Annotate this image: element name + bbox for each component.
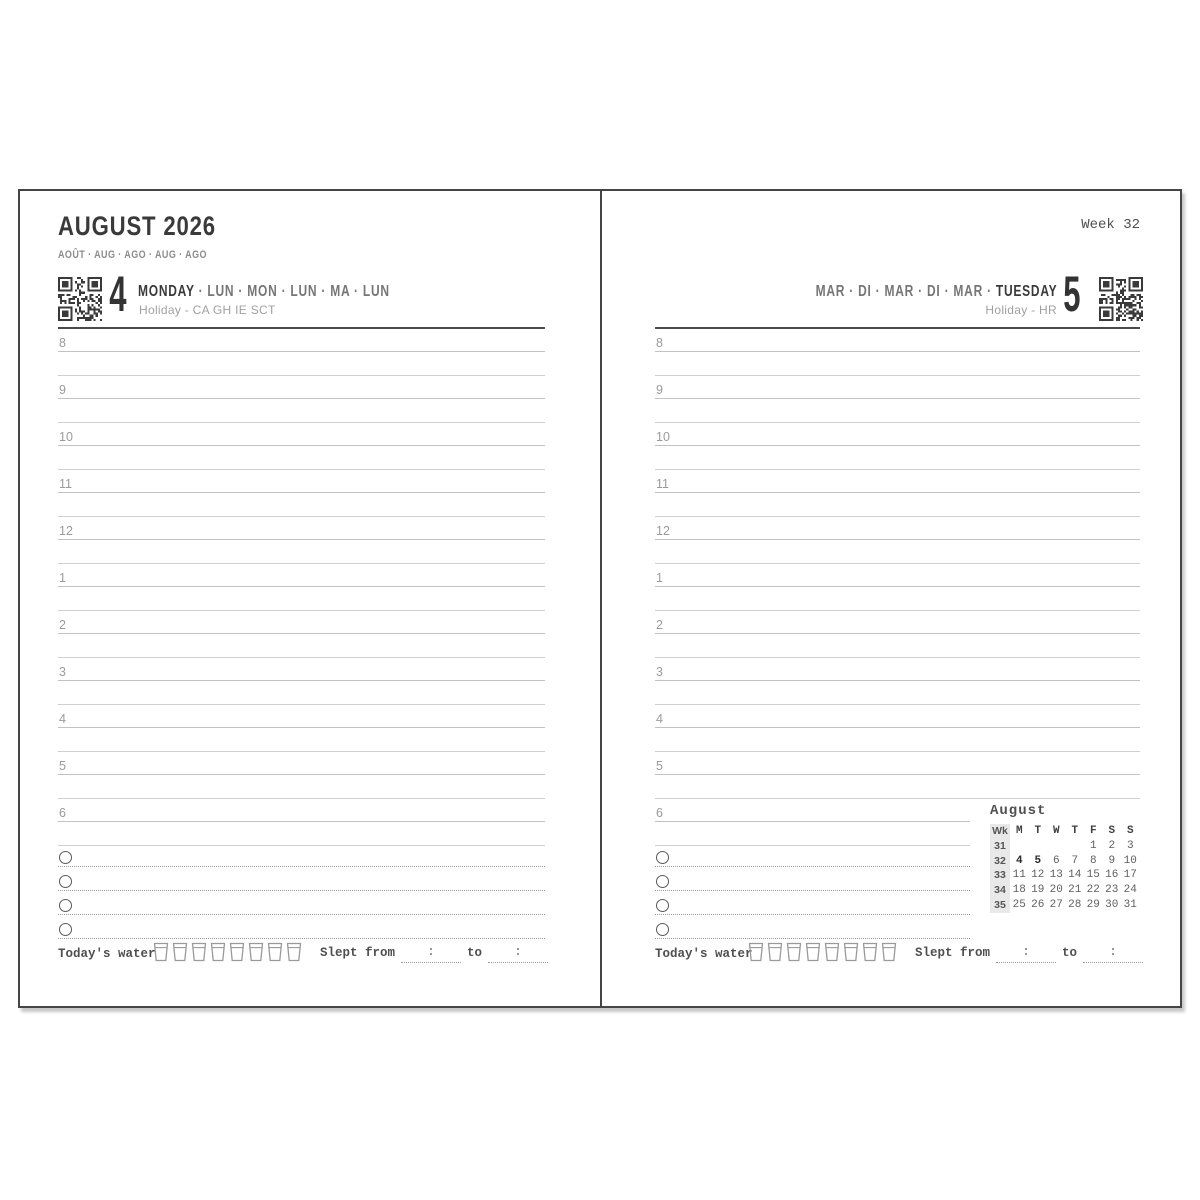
cal-day: 17 xyxy=(1123,869,1137,882)
hour-row xyxy=(655,525,1140,572)
cal-day-header: W xyxy=(1052,825,1060,837)
cal-day: 8 xyxy=(1089,854,1097,867)
hour-line xyxy=(58,384,545,399)
slept-from-label: Slept from xyxy=(320,946,396,960)
water-tracker xyxy=(748,942,897,962)
cal-day: 23 xyxy=(1105,884,1119,897)
todo-row xyxy=(58,915,545,939)
cal-day xyxy=(1010,839,1029,854)
hour-line xyxy=(58,760,545,775)
half-hour-line xyxy=(655,775,1140,799)
cal-week-number: 32 xyxy=(990,854,1010,869)
hour-row xyxy=(58,384,545,431)
cal-day: 12 xyxy=(1031,869,1045,882)
hour-row xyxy=(58,760,545,807)
hour-line xyxy=(58,337,545,352)
half-hour-line xyxy=(58,634,545,658)
todo-row xyxy=(58,843,545,867)
water-cup-icon xyxy=(786,942,802,962)
cal-day: 11 xyxy=(1012,869,1026,882)
todo-row xyxy=(655,891,970,915)
cal-day: 7 xyxy=(1071,854,1079,867)
cal-day: 15 xyxy=(1086,869,1100,882)
sleep-time-field: : xyxy=(401,944,461,963)
hour-line xyxy=(655,666,1140,681)
half-hour-line xyxy=(58,681,545,705)
todo-row xyxy=(655,867,970,891)
hour-line xyxy=(655,431,1140,446)
to-label: to xyxy=(467,946,483,960)
cal-day-header: M xyxy=(1015,825,1023,837)
sleep-tracker xyxy=(915,944,1143,963)
water-tracker-label: Today's water xyxy=(655,947,753,961)
todo-checkbox-circle xyxy=(59,899,72,912)
half-hour-line xyxy=(58,775,545,799)
hour-row xyxy=(655,619,1140,666)
to-label: to xyxy=(1062,946,1078,960)
day-name-primary: MONDAY xyxy=(138,283,195,300)
todo-checkbox-circle xyxy=(59,875,72,888)
planner-spread xyxy=(18,189,1182,1008)
hour-label: 4 xyxy=(656,712,663,726)
hour-row xyxy=(58,619,545,666)
half-hour-line xyxy=(655,587,1140,611)
water-cup-icon xyxy=(767,942,783,962)
hour-line xyxy=(655,572,1140,587)
todo-list xyxy=(655,843,970,939)
water-cup-icon xyxy=(748,942,764,962)
cal-day: 1 xyxy=(1089,839,1097,852)
week-number-label: Week 32 xyxy=(1081,217,1140,233)
half-hour-line xyxy=(655,352,1140,376)
half-hour-line xyxy=(58,399,545,423)
hour-line xyxy=(655,760,1140,775)
sleep-time-field: : xyxy=(996,944,1056,963)
cal-day: 26 xyxy=(1031,898,1045,911)
hour-row xyxy=(58,572,545,619)
half-hour-line xyxy=(655,399,1140,423)
todo-checkbox-circle xyxy=(59,923,72,936)
slept-from-label: Slept from xyxy=(915,946,991,960)
holiday-label: Holiday - CA GH IE SCT xyxy=(139,303,276,317)
hour-label: 12 xyxy=(656,524,670,538)
cal-week-number: 33 xyxy=(990,868,1010,883)
todo-row xyxy=(655,843,970,867)
cal-day-header: F xyxy=(1089,825,1097,837)
half-hour-line xyxy=(58,540,545,564)
cal-day-header: T xyxy=(1071,825,1079,837)
hour-label: 3 xyxy=(656,665,663,679)
half-hour-line xyxy=(58,587,545,611)
hour-row xyxy=(58,337,545,384)
mini-calendar-title: August xyxy=(990,803,1047,819)
hour-label: 11 xyxy=(656,477,669,491)
hour-line xyxy=(655,807,970,822)
day-header-rule xyxy=(58,327,545,329)
todo-row xyxy=(655,915,970,939)
cal-day: 9 xyxy=(1108,854,1116,867)
day-name-translations: · LUN · MON · LUN · MA · LUN xyxy=(194,283,390,300)
todo-checkbox-circle xyxy=(656,899,669,912)
hour-label: 3 xyxy=(59,665,66,679)
hour-label: 10 xyxy=(656,430,670,444)
day-name-primary: TUESDAY xyxy=(995,283,1057,300)
water-cup-icon xyxy=(862,942,878,962)
half-hour-line xyxy=(655,446,1140,470)
hour-row xyxy=(58,431,545,478)
todo-row xyxy=(58,867,545,891)
cal-day: 24 xyxy=(1123,884,1137,897)
water-tracker xyxy=(153,942,302,962)
hour-line xyxy=(58,807,545,822)
hour-row xyxy=(655,666,1140,713)
month-title: AUGUST 2026 xyxy=(58,211,216,241)
hour-label: 6 xyxy=(59,806,66,820)
holiday-label: Holiday - HR xyxy=(985,303,1057,317)
hour-label: 1 xyxy=(656,571,663,585)
month-subtitle: AOÛT · AUG · AGO · AUG · AGO xyxy=(58,249,207,261)
cal-day: 13 xyxy=(1049,869,1063,882)
cal-week-col-header: Wk xyxy=(990,824,1010,839)
cal-day: 22 xyxy=(1086,884,1100,897)
hour-label: 6 xyxy=(656,806,663,820)
mini-calendar xyxy=(990,803,1142,913)
todo-checkbox-circle xyxy=(59,851,72,864)
half-hour-line xyxy=(58,728,545,752)
hourly-schedule xyxy=(58,337,545,854)
water-cup-icon xyxy=(191,942,207,962)
page-tuesday xyxy=(602,191,1180,1006)
hour-line xyxy=(58,713,545,728)
hour-label: 1 xyxy=(59,571,66,585)
hour-line xyxy=(58,478,545,493)
water-cup-icon xyxy=(286,942,302,962)
cal-day xyxy=(1029,839,1048,854)
cal-day xyxy=(1047,839,1066,854)
page-monday xyxy=(20,191,602,1006)
day-number: 5 xyxy=(1063,266,1081,322)
water-tracker-label: Today's water xyxy=(58,947,156,961)
hour-label: 9 xyxy=(59,383,66,397)
hour-label: 12 xyxy=(59,524,73,538)
qr-code xyxy=(58,277,102,321)
hour-row xyxy=(655,384,1140,431)
cal-day: 28 xyxy=(1068,898,1082,911)
hour-row xyxy=(655,760,1140,807)
hour-line xyxy=(655,337,1140,352)
cal-day: 4 xyxy=(1015,854,1023,867)
hour-line xyxy=(655,525,1140,540)
cal-day-header: S xyxy=(1108,825,1116,837)
half-hour-line xyxy=(655,728,1140,752)
half-hour-line xyxy=(58,352,545,376)
cal-week-number: 31 xyxy=(990,839,1010,854)
hour-row xyxy=(58,666,545,713)
water-cup-icon xyxy=(248,942,264,962)
hour-label: 5 xyxy=(656,759,663,773)
todo-row xyxy=(58,891,545,915)
water-cup-icon xyxy=(881,942,897,962)
cal-day: 25 xyxy=(1012,898,1026,911)
water-cup-icon xyxy=(267,942,283,962)
cal-day-header: T xyxy=(1034,825,1042,837)
hour-line xyxy=(58,525,545,540)
half-hour-line xyxy=(58,493,545,517)
hour-label: 8 xyxy=(656,336,663,350)
hour-label: 2 xyxy=(59,618,66,632)
sleep-time-field: : xyxy=(488,944,548,963)
half-hour-line xyxy=(655,634,1140,658)
cal-day: 27 xyxy=(1049,898,1063,911)
hour-row xyxy=(58,713,545,760)
cal-day: 10 xyxy=(1123,854,1137,867)
hour-row xyxy=(655,431,1140,478)
hour-label: 10 xyxy=(59,430,73,444)
cal-day: 30 xyxy=(1105,898,1119,911)
day-number: 4 xyxy=(109,266,127,322)
cal-day: 2 xyxy=(1108,839,1116,852)
hour-line xyxy=(58,666,545,681)
sleep-time-field: : xyxy=(1083,944,1143,963)
half-hour-line xyxy=(58,446,545,470)
qr-code xyxy=(1099,277,1143,321)
hour-row xyxy=(58,525,545,572)
hour-label: 8 xyxy=(59,336,66,350)
hour-line xyxy=(58,572,545,587)
water-cup-icon xyxy=(843,942,859,962)
hour-label: 9 xyxy=(656,383,663,397)
cal-day: 6 xyxy=(1052,854,1060,867)
cal-day: 20 xyxy=(1049,884,1063,897)
hour-line xyxy=(655,478,1140,493)
water-cup-icon xyxy=(229,942,245,962)
cal-day: 14 xyxy=(1068,869,1082,882)
cal-week-number: 34 xyxy=(990,883,1010,898)
cal-day: 21 xyxy=(1068,884,1082,897)
hour-line xyxy=(58,619,545,634)
half-hour-line xyxy=(655,493,1140,517)
hour-row xyxy=(655,337,1140,384)
hour-row xyxy=(655,713,1140,760)
water-cup-icon xyxy=(210,942,226,962)
cal-week-number: 35 xyxy=(990,898,1010,913)
hour-label: 5 xyxy=(59,759,66,773)
hourly-schedule xyxy=(655,337,1140,854)
mini-calendar-grid xyxy=(990,824,1142,913)
day-title xyxy=(138,283,390,301)
todo-list xyxy=(58,843,545,939)
day-header-rule xyxy=(655,327,1140,329)
todo-checkbox-circle xyxy=(656,851,669,864)
hour-row xyxy=(655,478,1140,525)
water-cup-icon xyxy=(805,942,821,962)
water-cup-icon xyxy=(153,942,169,962)
cal-day: 5 xyxy=(1034,854,1042,867)
cal-day xyxy=(1066,839,1085,854)
hour-label: 2 xyxy=(656,618,663,632)
half-hour-line xyxy=(655,681,1140,705)
hour-row xyxy=(655,572,1140,619)
cal-day: 3 xyxy=(1126,839,1134,852)
todo-checkbox-circle xyxy=(656,875,669,888)
water-cup-icon xyxy=(172,942,188,962)
todo-checkbox-circle xyxy=(656,923,669,936)
cal-day: 18 xyxy=(1012,884,1026,897)
cal-day: 19 xyxy=(1031,884,1045,897)
cal-day: 29 xyxy=(1086,898,1100,911)
cal-day: 31 xyxy=(1123,898,1137,911)
month-header xyxy=(58,211,251,261)
hour-line xyxy=(655,713,1140,728)
hour-label: 4 xyxy=(59,712,66,726)
hour-row xyxy=(58,478,545,525)
water-cup-icon xyxy=(824,942,840,962)
hour-line xyxy=(655,619,1140,634)
cal-day: 16 xyxy=(1105,869,1119,882)
hour-line xyxy=(58,431,545,446)
day-name-translations: MAR · DI · MAR · DI · MAR · xyxy=(815,283,996,300)
half-hour-line xyxy=(655,540,1140,564)
cal-day-header: S xyxy=(1126,825,1134,837)
sleep-tracker xyxy=(320,944,548,963)
hour-line xyxy=(655,384,1140,399)
hour-label: 11 xyxy=(59,477,72,491)
day-title xyxy=(815,283,1057,301)
